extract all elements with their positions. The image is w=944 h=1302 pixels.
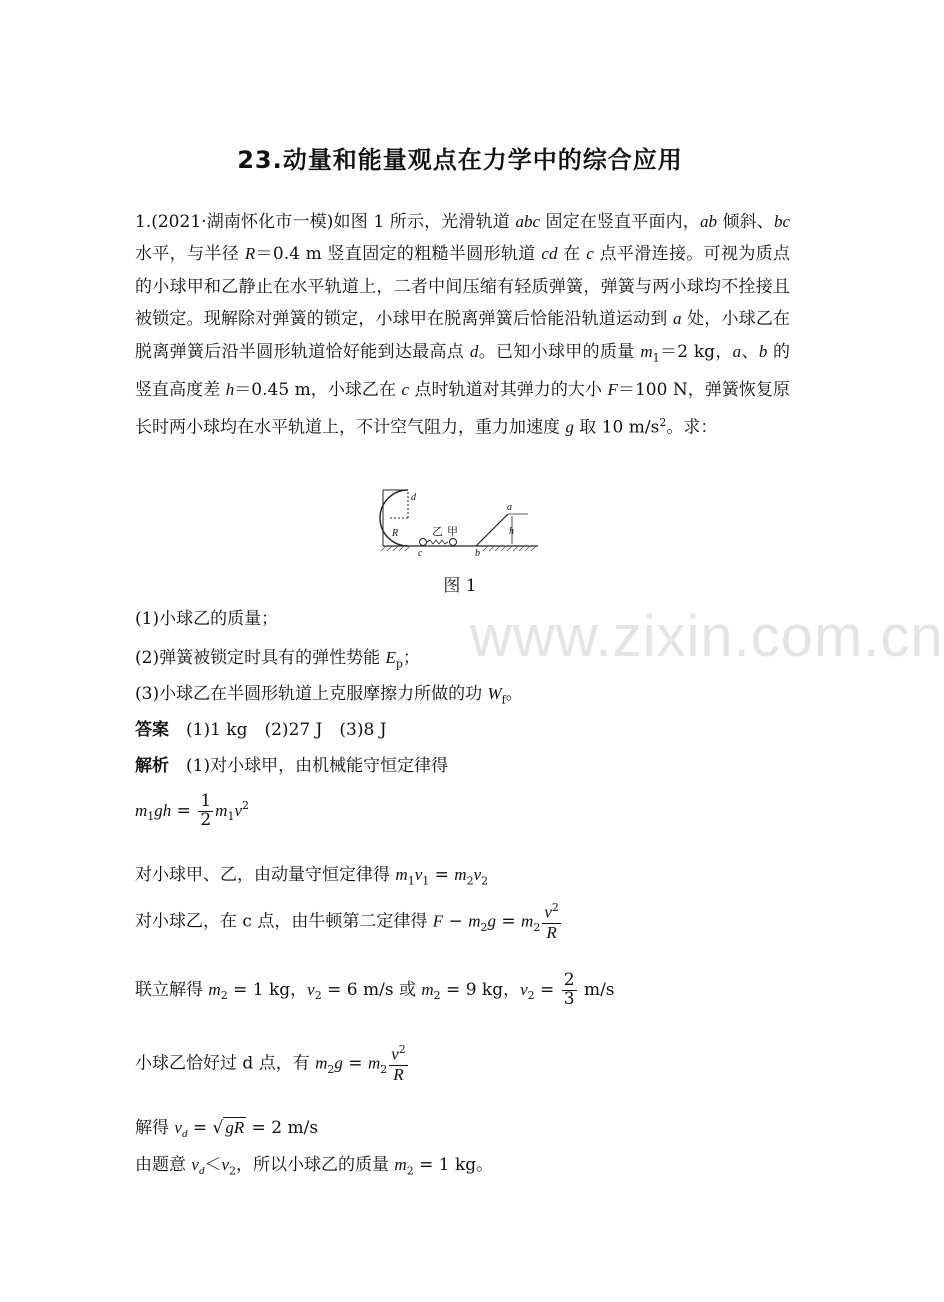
analysis-intro: 解析 (1)对小球甲，由机械能守恒定律得: [135, 756, 449, 776]
analysis-label: 解析: [135, 756, 169, 776]
conclusion-line: 由题意 $v_d<v_2$，所以小球乙的质量 $m_2 = 1$ kg。: [135, 1155, 494, 1178]
answer-line: [135, 715, 387, 740]
label-yi: 乙: [432, 525, 443, 538]
page-title: 23.动量和能量观点在力学中的综合应用: [237, 146, 683, 174]
label-h: h: [509, 526, 514, 537]
figure-caption: 图 1: [443, 576, 477, 596]
equation-vd: 解得 $v_d$ = √ gR = 2 m/s: [135, 1118, 319, 1141]
watermark: www.zixin.com.cn: [470, 604, 944, 669]
answer-text: (1)1 kg (2)27 J (3)8 J: [186, 720, 387, 740]
problem-statement: 1.(2021·湖南怀化市一模)如图 1 所示，光滑轨道 abc 固定在竖直平面内，ab 倾斜、bc 水平，与半径 R＝0.4 m 竖直固定的粗糙半圆形轨道 cd 在 c 点平滑连接。可视为质点的小球甲和乙静止在水平轨道上，二者中间压缩有轻质弹簧，弹簧与两小球均不拴接且被锁定。现解除对弹簧的锁定，小球甲在脱离弹簧后恰能沿轨道运动到 a 处，小球乙在脱离弹簧后沿半圆形轨道恰好能到达最高点 d。已知小球甲的质量 $m_1=2$ kg，a、b 的竖直高度差 h＝0.45 m，小球乙在 c 点时轨道对其弹力的大小 F＝100 N，弹簧恢复原长时两小球均在水平轨道上，不计空气阻力，重力加速度 g 取 10 $m/s^2$。求：: [135, 212, 791, 438]
equation-newton: 对小球乙，在 c 点，由牛顿第二定律得 $F - m_2g = m_2$ $\frac{v^2}{R}$: [135, 901, 559, 942]
label-jia: 甲: [447, 525, 458, 538]
equation-energy: $m_1gh$ = $\frac{1}{2}$ $m_1v^2$: [135, 791, 249, 830]
label-c: c: [418, 548, 423, 559]
question-3: (3)小球乙在半圆形轨道上克服摩擦力所做的功 $W_f$。: [135, 684, 523, 707]
question-2: (2)弹簧被锁定时具有的弹性势能 $E_p$；: [135, 648, 420, 671]
label-b: b: [475, 548, 480, 559]
problem-source: (2021·湖南怀化市一模): [151, 212, 334, 232]
label-d: d: [411, 492, 416, 503]
equation-momentum: 对小球甲、乙，由动量守恒定律得 $m_1v_1 = m_2v_2$: [135, 865, 489, 888]
label-R: R: [392, 528, 399, 539]
equation-solve: 联立解得 $m_2 = 1$ kg，$v_2 = 6$ m/s 或 $m_2 = 9$ kg，$v_2$ = $\frac{2}{3}$ m/s: [135, 970, 615, 1009]
label-a: a: [507, 502, 512, 513]
equation-top-point: 小球乙恰好过 d 点，有 $m_2g = m_2$ $\frac{v^2}{R}$: [135, 1043, 406, 1084]
track-figure: [378, 488, 543, 559]
problem-number: 1.: [135, 212, 152, 232]
answer-label: 答案: [135, 720, 169, 740]
question-1: (1)小球乙的质量；: [135, 609, 279, 629]
